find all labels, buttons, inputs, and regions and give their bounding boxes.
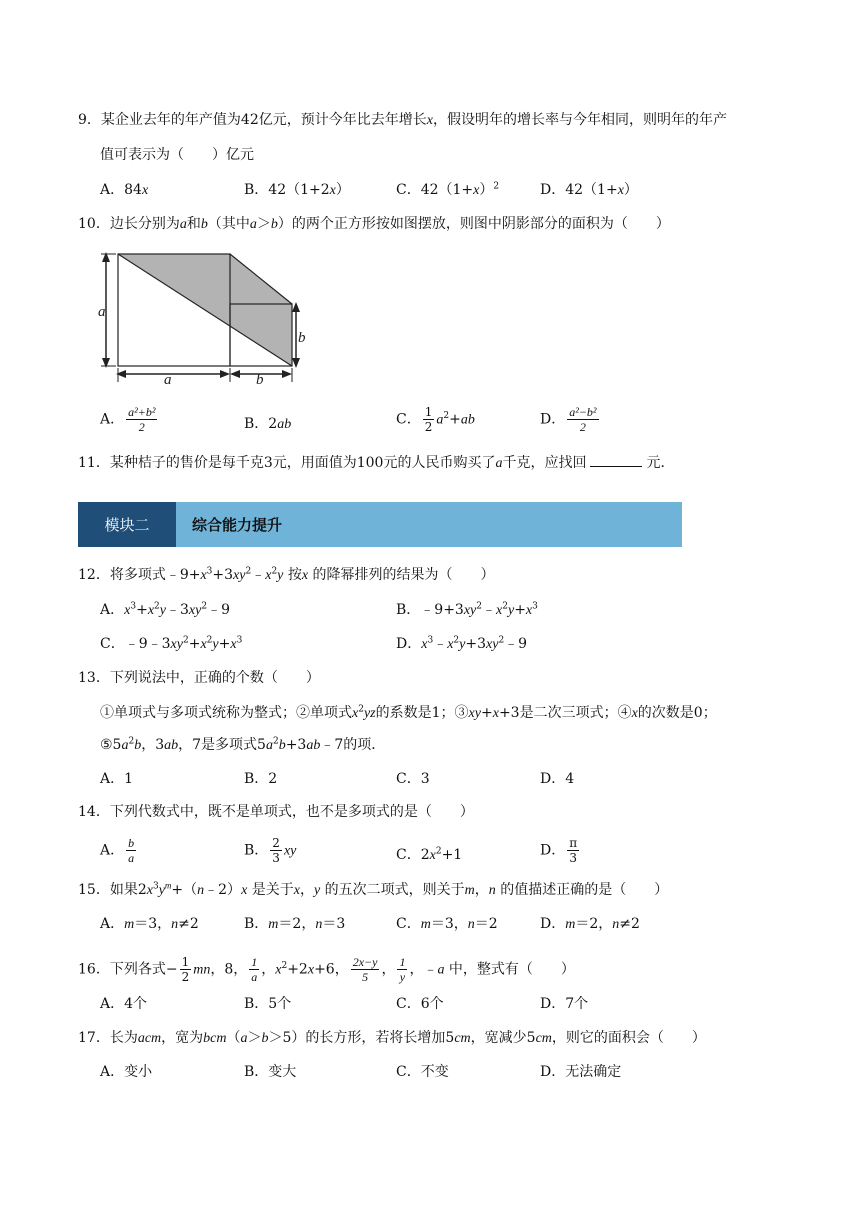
q13-statements-line2: $⑤5a^2b$，3ab，7是多项式$5a^2b+3ab﹣7$的项． xyxy=(100,736,386,753)
label-b-side: b xyxy=(298,330,306,346)
q16-option-b: B．5个 xyxy=(244,996,292,1012)
q16-option-a: A．4个 xyxy=(100,996,148,1012)
q12-option-a: A．$x^3+x^2y﹣3xy^2﹣9$ xyxy=(100,601,230,618)
module-tag: 模块二 xyxy=(78,502,176,547)
q15-option-a: A．m＝3，n≠2 xyxy=(100,916,199,932)
label-b-bottom: b xyxy=(256,372,264,388)
q9-option-a: A．84x xyxy=(100,182,149,198)
q17-option-a: A．变小 xyxy=(100,1064,153,1080)
q14-option-a: A． $\frac{b}{a}$ xyxy=(100,836,135,865)
q14-option-d: D． $\frac{\pi}{3}$ xyxy=(540,836,578,865)
q17-option-b: B．变大 xyxy=(244,1064,297,1080)
q9-option-c: C．$42(1+x)^2$ xyxy=(396,181,500,198)
label-a-bottom: a xyxy=(164,372,172,388)
q13-option-d: D．4 xyxy=(540,771,575,787)
q10-squares-figure xyxy=(98,246,306,388)
q9-option-d: D．42（1+x） xyxy=(540,182,638,198)
q12-option-b: B．$﹣9+3xy^2﹣x^2y+x^3$ xyxy=(396,601,538,618)
answer-blank[interactable] xyxy=(590,452,642,467)
q10-option-b: B．2ab xyxy=(244,416,292,432)
q11-stem: 11．某种桔子的售价是每千克3元，用面值为100元的人民币购买了a千克，应找回 元． xyxy=(78,452,674,474)
q12-option-d: D．$x^3﹣x^2y+3xy^2﹣9$ xyxy=(396,635,528,652)
q15-option-b: B．m＝2，n＝3 xyxy=(244,916,346,932)
q16-stem: 16．下列各式− $\frac{1}{2}$ mn，8， $\frac{1}{a}$ ，$x^2+2x+6$， $\frac{2x-y}{5}$ ， $\frac{1}{y}$ ，﹣a 中，整式有（ ） xyxy=(78,955,575,984)
q13-option-a: A．1 xyxy=(100,771,134,787)
q15-option-c: C．m＝3，n＝2 xyxy=(396,916,498,932)
q10-stem: 10．边长分别为a和b（其中a＞b）的两个正方形按如图摆放，则图中阴影部分的面积为（ ） xyxy=(78,216,670,232)
squares-diagram xyxy=(98,246,306,388)
q17-option-d: D．无法确定 xyxy=(540,1064,622,1080)
module-banner xyxy=(78,502,682,547)
q12-option-c: C．$﹣9﹣3xy^2+x^2y+x^3$ xyxy=(100,635,243,652)
q12-stem: 12．将多项式$﹣9+x^3+3xy^2﹣x^2y$ 按x 的降幂排列的结果为（ ） xyxy=(78,566,495,583)
q16-option-d: D．7个 xyxy=(540,996,589,1012)
q14-option-c: C．$2x^2+1$ xyxy=(396,846,463,863)
q9-stem-line2: 值可表示为（ ）亿元 xyxy=(100,147,254,163)
q14-stem: 14．下列代数式中，既不是单项式，也不是多项式的是（ ） xyxy=(78,804,474,820)
q10-option-c: C． $\frac{1}{2}$ $a^2+ab$ xyxy=(396,405,475,434)
q17-option-c: C．不变 xyxy=(396,1064,449,1080)
q13-option-c: C．3 xyxy=(396,771,430,787)
q13-option-b: B．2 xyxy=(244,771,278,787)
q13-statements-line1: ①单项式与多项式统称为整式；②单项式$x^2yz$的系数是1；③xy+x+3是二次三项式；④x的次数是0； xyxy=(100,704,717,721)
shaded-quad xyxy=(230,304,292,366)
q14-option-b: B． $\frac{2}{3}$ xy xyxy=(244,836,297,865)
q16-option-c: C．6个 xyxy=(396,996,444,1012)
q9-stem-line1: 9．某企业去年的年产值为42亿元，预计今年比去年增长x，假设明年的增长率与今年相同，则明年的年产 xyxy=(78,112,727,128)
q10-option-d: D． $\frac{\text{a²−b²}}{2}$ xyxy=(540,405,597,434)
q17-stem: 17．长为acm，宽为bcm（a＞b＞5）的长方形，若将长增加5cm，宽减少5cm，则它的面积会（ ） xyxy=(78,1030,706,1046)
q9-option-b: B．42（1+2x） xyxy=(244,182,350,198)
label-a-side: a xyxy=(98,304,106,320)
q15-stem: 15．如果$2x^3y^m+(n﹣2)x$ 是关于x，y 的五次二项式，则关于m，n 的值描述正确的是（ ） xyxy=(78,880,669,898)
q15-option-d: D．m＝2，n≠2 xyxy=(540,916,640,932)
q10-option-a: A． $\frac{\text{a²+b²}}{2}$ xyxy=(100,405,156,434)
q13-stem: 13．下列说法中，正确的个数（ ） xyxy=(78,670,320,686)
module-title: 综合能力提升 xyxy=(176,502,682,547)
